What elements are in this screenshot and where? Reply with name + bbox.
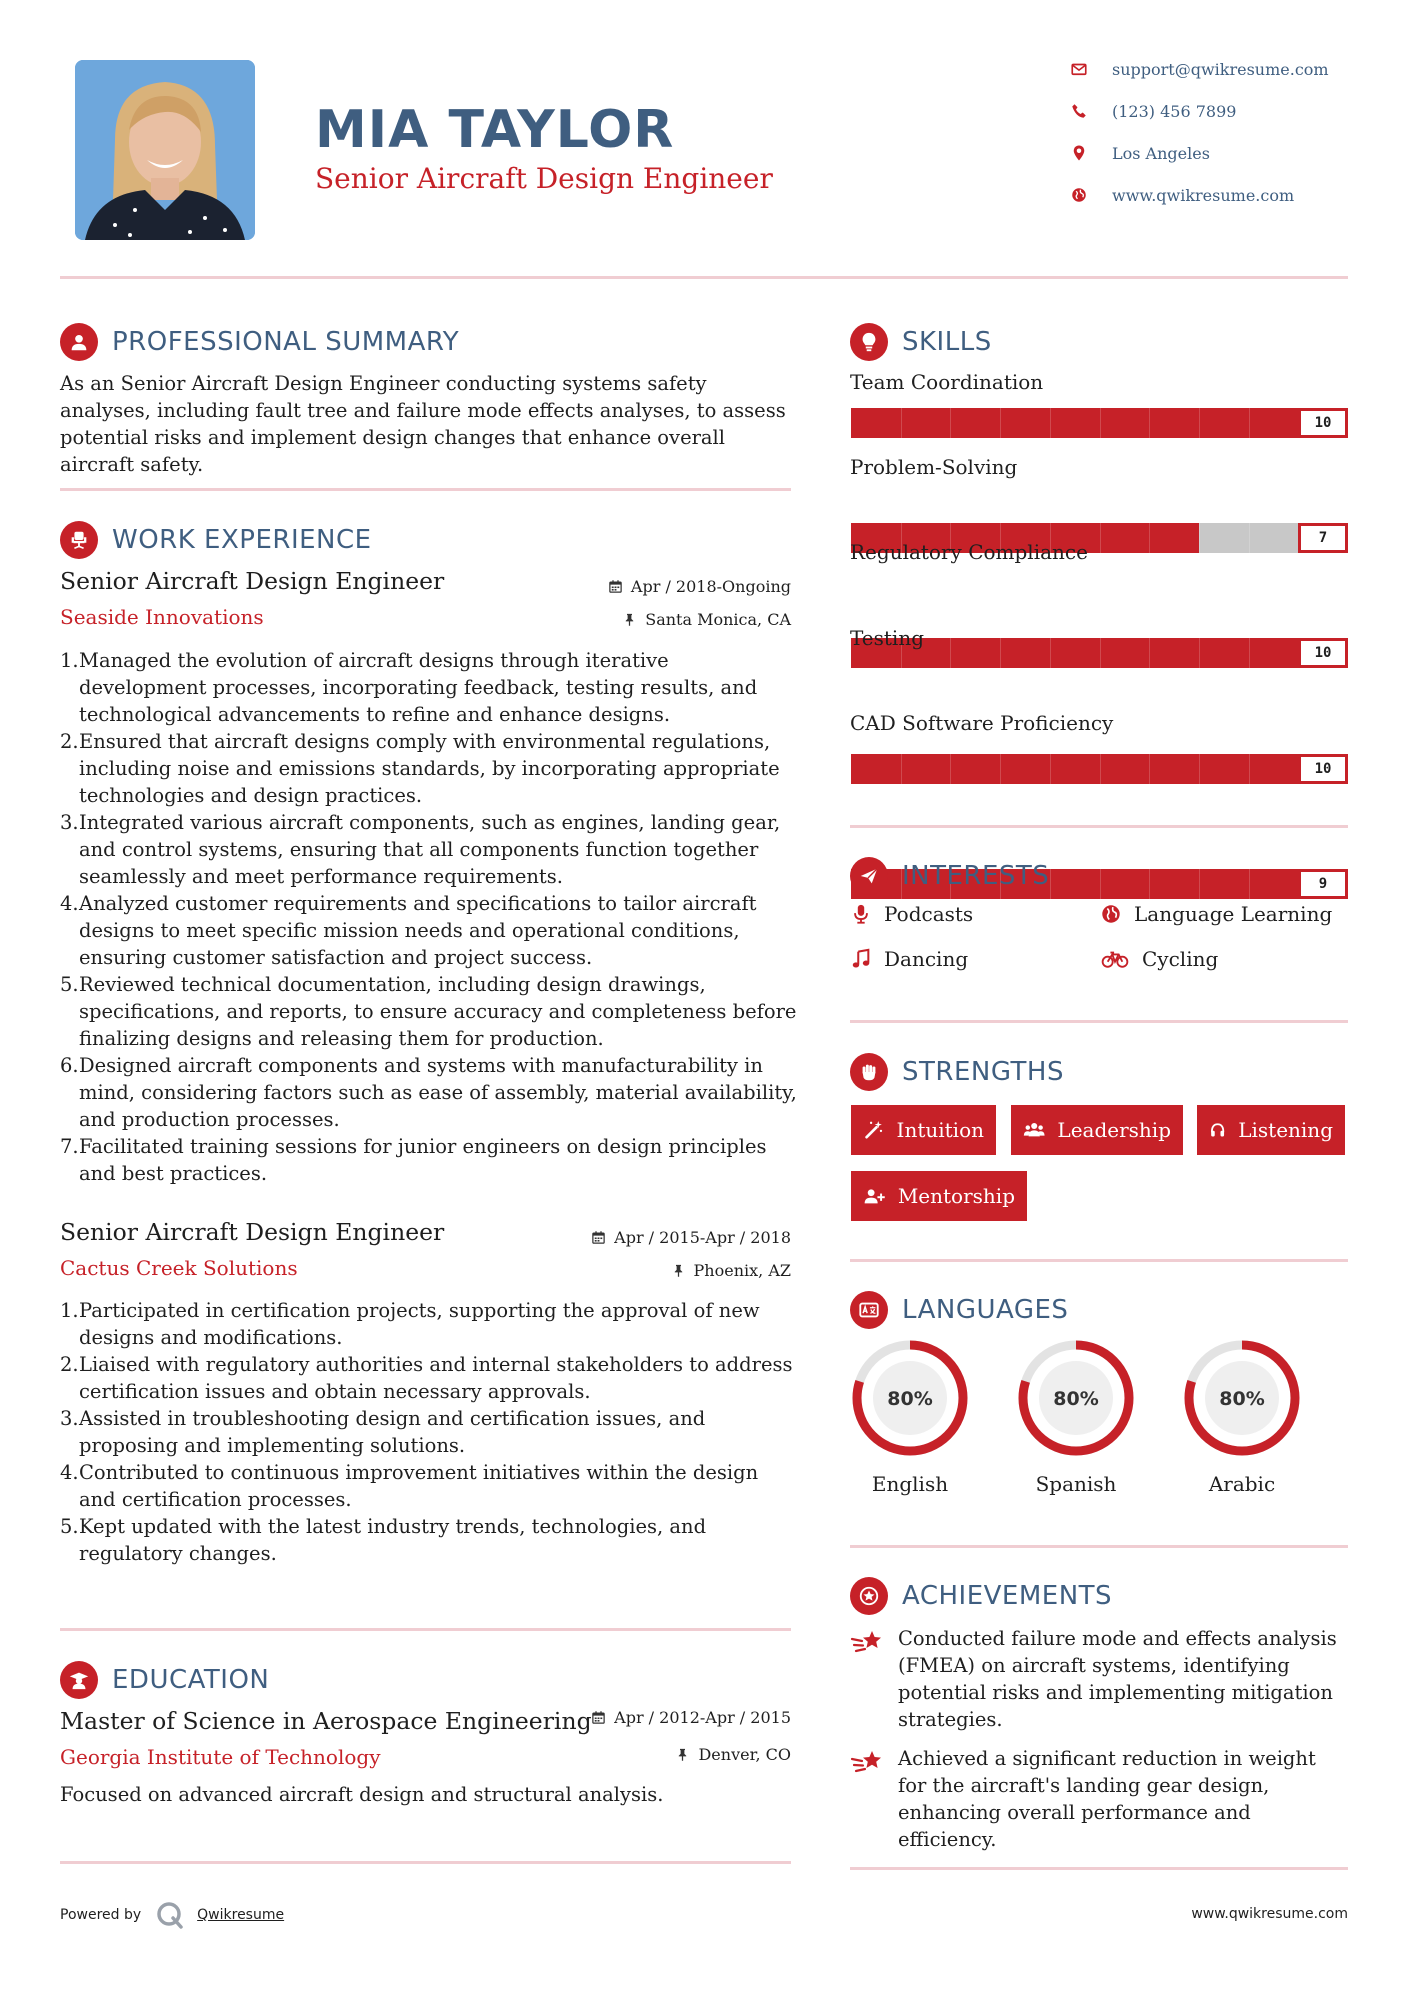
- skill-bar: [851, 754, 1348, 784]
- strength-badge: [851, 1171, 1027, 1221]
- languages-divider: [850, 1545, 1348, 1548]
- language-progress-ring: [1182, 1338, 1302, 1458]
- job-1-location-text: Santa Monica, CA: [645, 610, 791, 629]
- job-2-bullets: [60, 1297, 800, 1567]
- education-title: EDUCATION: [112, 1665, 270, 1695]
- education-location-text: Denver, CO: [698, 1745, 791, 1764]
- interest-item: [850, 902, 973, 926]
- skill-bar-segment: [1100, 408, 1101, 438]
- achievement-text: Achieved a significant reduction in weight for the aircraft's landing gear design, enhancing overall performance and efficiency.: [898, 1747, 1316, 1851]
- interest-item: [1100, 902, 1332, 926]
- achievement-text: Conducted failure mode and effects analysis (FMEA) on aircraft systems, identifying potential risks and implementing mitigation strategies.: [898, 1627, 1337, 1731]
- skill-value: 10: [1298, 408, 1348, 438]
- skill-bar-segment: [1249, 754, 1250, 784]
- powered-by-text: Powered by: [60, 1907, 142, 1923]
- skill-bar-segment: [1149, 638, 1150, 668]
- job-2-dates-text: Apr / 2015-Apr / 2018: [614, 1228, 791, 1247]
- strength-label: Mentorship: [897, 1184, 1015, 1208]
- list-item: 5. Kept updated with the latest industry trends, technologies, and regulatory changes.: [60, 1515, 707, 1565]
- job-2-location: [560, 1261, 791, 1280]
- education-dates: [540, 1708, 791, 1727]
- skill-value: 7: [1298, 523, 1348, 553]
- skill-bar-segment: [1100, 754, 1101, 784]
- skill-bar-segment: [1249, 869, 1250, 899]
- achievements-heading: [850, 1576, 1112, 1616]
- contact-location-text: Los Angeles: [1112, 143, 1210, 163]
- degree-title: Master of Science in Aerospace Engineering: [60, 1707, 592, 1735]
- interest-label: Cycling: [1142, 947, 1219, 971]
- job-1-dates-text: Apr / 2018-Ongoing: [630, 577, 791, 596]
- skill-bar-segment: [1100, 523, 1101, 553]
- strengths-divider: [850, 1259, 1348, 1262]
- pushpin-icon: [675, 1747, 690, 1762]
- list-item: 3. Assisted in troubleshooting design and certification issues, and proposing and implementing solutions.: [60, 1407, 706, 1457]
- skill-bar-segment: [1199, 869, 1200, 899]
- education-location: [560, 1745, 791, 1764]
- skill-bar-segment: [1149, 523, 1150, 553]
- interest-item: [850, 947, 968, 971]
- job-1-title: Senior Aircraft Design Engineer: [60, 567, 445, 595]
- language-progress-ring: [850, 1338, 970, 1458]
- list-item: 1. Managed the evolution of aircraft designs through iterative development processes, incorporating feedback, testing results, and technological advancements to refine and enhance designs.: [60, 649, 758, 726]
- envelope-icon: [1070, 60, 1098, 78]
- skill-bar-segment: [1249, 408, 1250, 438]
- language-percent: 80%: [887, 1388, 933, 1410]
- experience-title: WORK EXPERIENCE: [112, 525, 372, 555]
- list-item: 2. Liaised with regulatory authorities and internal stakeholders to address certification issues and obtain necessary approvals.: [60, 1353, 793, 1403]
- interests-heading: [850, 856, 1049, 896]
- globe-icon: [1070, 186, 1098, 204]
- job-1-bullets: [60, 647, 800, 1187]
- skill-name: Team Coordination: [850, 370, 1044, 394]
- list-item: 3. Integrated various aircraft components, such as engines, landing gear, and control systems, ensuring that all components function together seamlessly and meet performance requirements.: [60, 811, 781, 888]
- contact-location[interactable]: [1070, 138, 1370, 168]
- language-name: Arabic: [1208, 1472, 1276, 1496]
- job-1-location: [560, 610, 791, 629]
- graduate-icon: [60, 1661, 98, 1699]
- strengths-title: STRENGTHS: [902, 1057, 1064, 1087]
- school-name: Georgia Institute of Technology: [60, 1745, 381, 1769]
- list-item: 1. Participated in certification projects, supporting the approval of new designs and modifications.: [60, 1299, 760, 1349]
- language-name: Spanish: [1035, 1472, 1117, 1496]
- office-chair-icon: [60, 521, 98, 559]
- footer-powered-by: [60, 1900, 284, 1930]
- skill-bar: [851, 638, 1348, 668]
- skill-bar-segment: [1199, 638, 1200, 668]
- skill-name: Problem-Solving: [850, 455, 1018, 479]
- list-item: 2. Ensured that aircraft designs comply with environmental regulations, including noise and emissions standards, by incorporating appropriate technologies and design practices.: [60, 730, 780, 807]
- contact-email-text: support@qwikresume.com: [1112, 59, 1329, 79]
- skill-value: 10: [1298, 638, 1348, 668]
- skill-bar-segment: [950, 754, 951, 784]
- skill-bar-segment: [950, 638, 951, 668]
- education-heading: [60, 1660, 269, 1700]
- phone-icon: [1070, 102, 1098, 120]
- headphones-icon: [1209, 1118, 1226, 1142]
- user-plus-icon: [863, 1184, 886, 1208]
- job-2-location-text: Phoenix, AZ: [693, 1261, 791, 1280]
- list-item: 4. Contributed to continuous improvement initiatives within the design and certification processes.: [60, 1461, 759, 1511]
- skill-bar-segment: [950, 408, 951, 438]
- job-2-company: Cactus Creek Solutions: [60, 1256, 298, 1280]
- languages-heading: [850, 1290, 1068, 1330]
- language-item: [1016, 1338, 1136, 1496]
- qwikresume-link[interactable]: Qwikresume: [197, 1907, 285, 1923]
- interests-divider: [850, 1020, 1348, 1023]
- summary-heading: [60, 322, 459, 362]
- education-divider: [60, 1861, 791, 1864]
- shooting-star-icon: [850, 1627, 884, 1657]
- qwikresume-logo-icon: [155, 1900, 185, 1930]
- magic-wand-icon: [863, 1118, 885, 1142]
- language-icon: [850, 1291, 888, 1329]
- list-item: 5. Reviewed technical documentation, including design drawings, specifications, and reports, to ensure accuracy and completeness before finalizing designs and releasing them for production.: [60, 973, 797, 1050]
- summary-title: PROFESSIONAL SUMMARY: [112, 327, 460, 357]
- skill-bar-segment: [1249, 523, 1250, 553]
- skill-bar-segment: [1149, 754, 1150, 784]
- skill-bar-segment: [1050, 638, 1051, 668]
- raised-fist-icon: [850, 1053, 888, 1091]
- skill-bar-segment: [1050, 754, 1051, 784]
- skill-bar-segment: [1149, 869, 1150, 899]
- skill-bar-segment: [1199, 754, 1200, 784]
- language-item: [1182, 1338, 1302, 1496]
- skills-heading: [850, 322, 992, 362]
- skill-bar-segment: [1050, 869, 1051, 899]
- interest-item: [1100, 947, 1218, 971]
- languages-title: LANGUAGES: [902, 1295, 1069, 1325]
- contact-email[interactable]: [1070, 54, 1370, 84]
- skill-name: Testing: [850, 626, 925, 650]
- job-1-dates: [560, 577, 791, 596]
- summary-text: As an Senior Aircraft Design Engineer conducting systems safety analyses, including fault tree and failure mode effects analyses, to assess potential risks and implement design changes that enhance overall aircraft safety.: [60, 372, 786, 476]
- skill-bar-segment: [1100, 638, 1101, 668]
- strength-badge: [1011, 1105, 1183, 1155]
- job-2-title: Senior Aircraft Design Engineer: [60, 1218, 445, 1246]
- skill-name: CAD Software Proficiency: [850, 711, 1114, 735]
- star-badge-icon: [850, 1577, 888, 1615]
- header-divider: [60, 276, 1348, 279]
- strength-label: Intuition: [896, 1118, 984, 1142]
- globe-icon: [1100, 903, 1122, 925]
- footer-website[interactable]: www.qwikresume.com: [1191, 1906, 1348, 1922]
- music-note-icon: [850, 948, 872, 970]
- skill-bar-segment: [1000, 408, 1001, 438]
- language-name: English: [871, 1472, 949, 1496]
- skills-title: SKILLS: [902, 327, 992, 357]
- users-icon: [1023, 1118, 1045, 1142]
- experience-heading: [60, 520, 372, 560]
- skill-bar-segment: [901, 754, 902, 784]
- skill-bar-segment: [1249, 638, 1250, 668]
- skills-divider: [850, 825, 1348, 828]
- list-item: 7. Facilitated training sessions for junior engineers on design principles and best practices.: [60, 1135, 767, 1185]
- skill-bar: [851, 408, 1348, 438]
- user-icon: [60, 323, 98, 361]
- education-description: Focused on advanced aircraft design and structural analysis.: [60, 1783, 664, 1806]
- list-item: 4. Analyzed customer requirements and specifications to tailor aircraft designs to meet specific mission needs and operational conditions, ensuring customer satisfaction and project success.: [60, 892, 757, 969]
- profile-photo: [75, 60, 255, 240]
- summary-divider: [60, 488, 791, 491]
- microphone-icon: [850, 903, 872, 925]
- achievement-item: [850, 1625, 1350, 1733]
- strength-label: Listening: [1238, 1118, 1333, 1142]
- interests-title: INTERESTS: [902, 861, 1050, 891]
- candidate-name: MIA TAYLOR: [315, 100, 675, 160]
- achievement-item: [850, 1745, 1350, 1853]
- interest-label: Language Learning: [1134, 902, 1333, 926]
- skill-bar-segment: [1000, 754, 1001, 784]
- skill-bar-segment: [901, 408, 902, 438]
- strength-badge: [851, 1105, 996, 1155]
- contact-website-text: www.qwikresume.com: [1112, 185, 1295, 205]
- strength-label: Leadership: [1057, 1118, 1171, 1142]
- skill-bar-segment: [1199, 408, 1200, 438]
- skill-value: 9: [1298, 869, 1348, 899]
- contact-website[interactable]: [1070, 180, 1370, 210]
- achievements-divider: [850, 1867, 1348, 1870]
- skill-bar-segment: [1100, 869, 1101, 899]
- education-dates-text: Apr / 2012-Apr / 2015: [614, 1708, 791, 1727]
- language-percent: 80%: [1053, 1388, 1099, 1410]
- job-1-company: Seaside Innovations: [60, 605, 264, 629]
- skill-bar-segment: [1199, 523, 1200, 553]
- skill-bar-segment: [1000, 638, 1001, 668]
- skill-name: Regulatory Compliance: [850, 540, 1088, 564]
- list-item: 6. Designed aircraft components and systems with manufacturability in mind, considering factors such as ease of assembly, material availability, and production processes.: [60, 1054, 797, 1131]
- calendar-icon: [608, 579, 623, 594]
- avatar: [75, 60, 255, 240]
- lightbulb-icon: [850, 323, 888, 361]
- strengths-heading: [850, 1052, 1064, 1092]
- bicycle-icon: [1100, 948, 1130, 970]
- calendar-icon: [591, 1710, 606, 1725]
- pushpin-icon: [671, 1263, 686, 1278]
- candidate-title: Senior Aircraft Design Engineer: [315, 162, 773, 195]
- interest-label: Dancing: [884, 947, 969, 971]
- pushpin-icon: [622, 612, 637, 627]
- skill-bar-segment: [1149, 408, 1150, 438]
- skill-value: 10: [1298, 754, 1348, 784]
- contact-phone[interactable]: [1070, 96, 1370, 126]
- experience-divider: [60, 1628, 791, 1631]
- job-2-dates: [540, 1228, 791, 1247]
- strength-badge: [1197, 1105, 1345, 1155]
- interest-label: Podcasts: [884, 902, 974, 926]
- achievements-title: ACHIEVEMENTS: [902, 1581, 1113, 1611]
- skill-bar-segment: [1050, 408, 1051, 438]
- language-progress-ring: [1016, 1338, 1136, 1458]
- shooting-star-icon: [850, 1747, 884, 1777]
- language-item: [850, 1338, 970, 1496]
- map-pin-icon: [1070, 144, 1098, 162]
- language-percent: 80%: [1219, 1388, 1265, 1410]
- paper-plane-icon: [850, 857, 888, 895]
- contact-phone-text: (123) 456 7899: [1112, 101, 1237, 121]
- calendar-icon: [591, 1230, 606, 1245]
